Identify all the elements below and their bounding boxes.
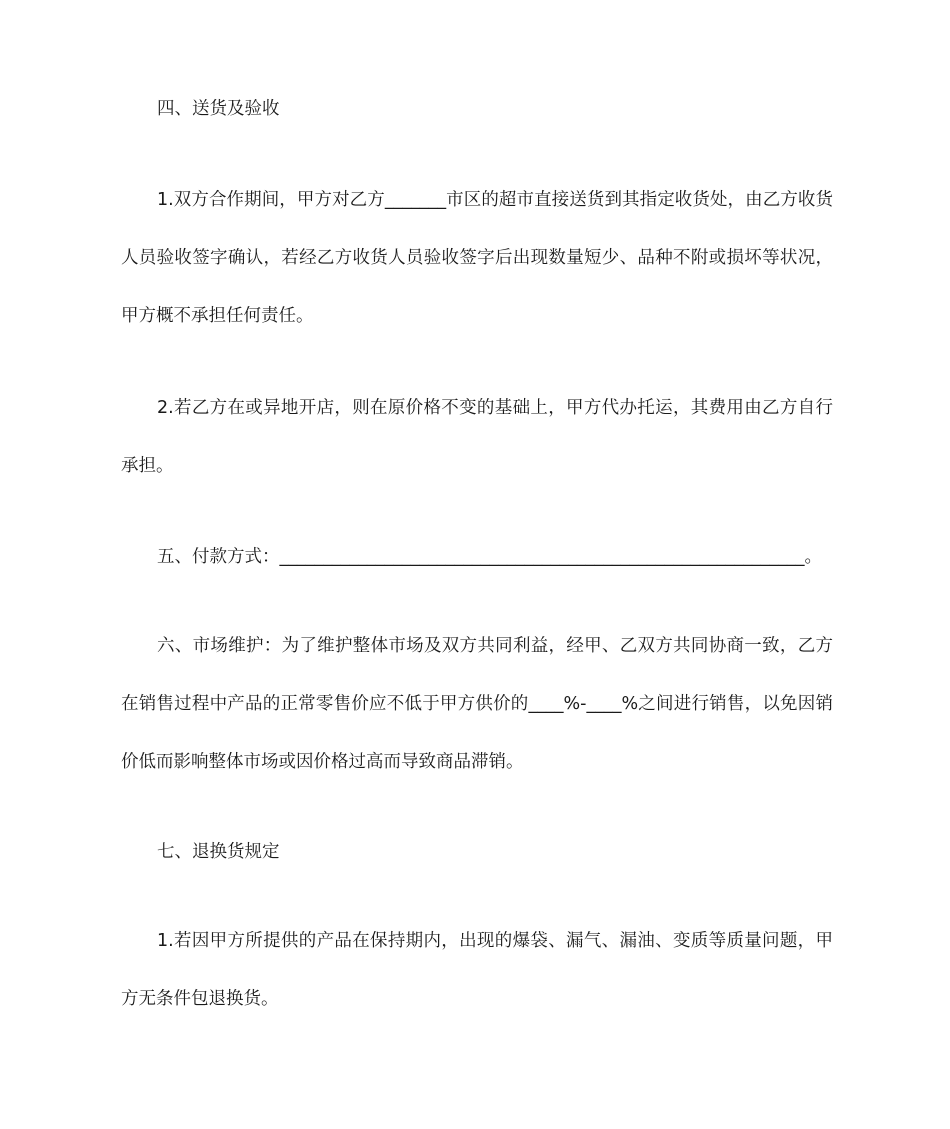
section-heading-delivery-acceptance: 四、送货及验收 [157,99,280,119]
section-heading-payment-method: 五、付款方式：____________________________________________________________。 [157,547,822,567]
clause-delivery-1: 1.双方合作期间，甲方对乙方_______市区的超市直接送货到其指定收货处，由乙方收货人员验收签字确认，若经乙方收货人员验收签字后出现数量短少、品种不附或损坏等状况，甲方概不承担任何责任。 [121,190,833,326]
section-heading-return-exchange: 七、退换货规定 [157,842,280,862]
clause-delivery-2: 2.若乙方在或异地开店，则在原价格不变的基础上，甲方代办托运，其费用由乙方自行承担。 [121,398,833,476]
clause-return-1: 1.若因甲方所提供的产品在保持期内，出现的爆袋、漏气、漏油、变质等质量问题，甲方无条件包退换货。 [121,931,833,1009]
section-market-maintenance: 六、市场维护：为了维护整体市场及双方共同利益，经甲、乙双方共同协商一致，乙方在销售过程中产品的正常零售价应不低于甲方供价的____%-____%之间进行销售，以免因销价低而影响整体市场或因价格过高而导致商品滞销。 [121,636,833,772]
